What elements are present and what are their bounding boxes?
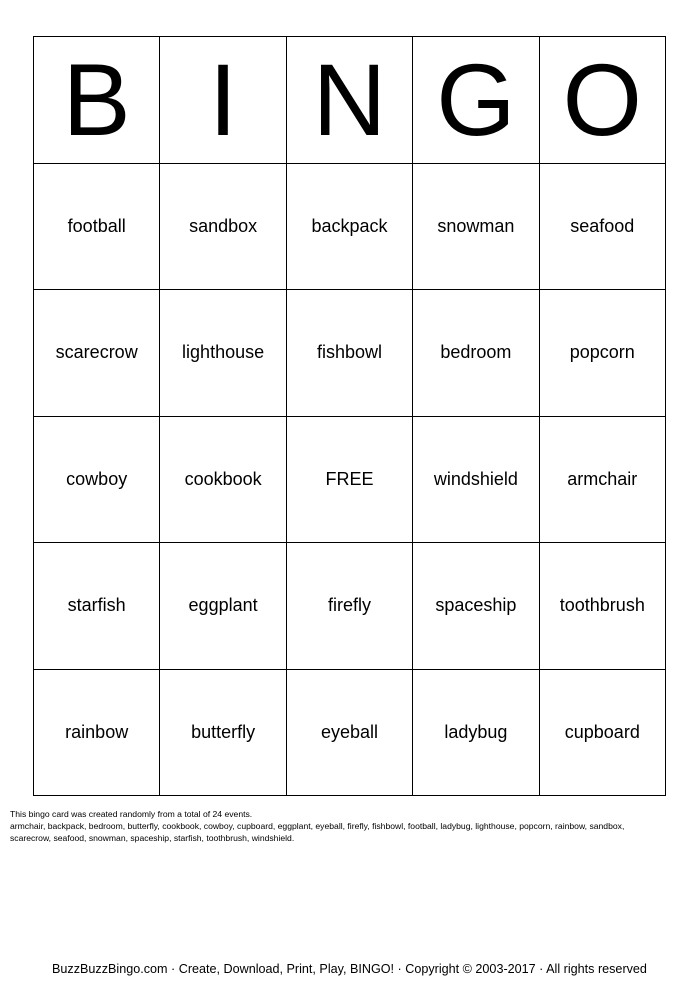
bingo-cell: cupboard	[540, 670, 666, 797]
bingo-cell: snowman	[413, 164, 539, 291]
bingo-cell: seafood	[540, 164, 666, 291]
bingo-cell: windshield	[413, 417, 539, 544]
bingo-cell: backpack	[287, 164, 413, 291]
bingo-cell: firefly	[287, 543, 413, 670]
header-letter-o: O	[540, 37, 666, 164]
bingo-cell: sandbox	[160, 164, 286, 291]
bingo-cell: popcorn	[540, 290, 666, 417]
bingo-cell: fishbowl	[287, 290, 413, 417]
bingo-cell: butterfly	[160, 670, 286, 797]
bingo-cell: cowboy	[34, 417, 160, 544]
header-letter-i: I	[160, 37, 286, 164]
header-letter-g: G	[413, 37, 539, 164]
bingo-cell: bedroom	[413, 290, 539, 417]
card-info-event-list: armchair, backpack, bedroom, butterfly, cookbook, cowboy, cupboard, eggplant, eyeball, firefly, fishbowl, football, ladybug, lighthouse, popcorn, rainbow, sandbox,	[10, 821, 625, 831]
bingo-cell: starfish	[34, 543, 160, 670]
bingo-cell: football	[34, 164, 160, 291]
bingo-card	[33, 36, 666, 796]
page-footer: BuzzBuzzBingo.com · Create, Download, Print, Play, BINGO! · Copyright © 2003-2017 · All rights reserved	[52, 962, 647, 976]
free-space-cell: FREE	[287, 417, 413, 544]
header-letter-b: B	[34, 37, 160, 164]
bingo-cell: cookbook	[160, 417, 286, 544]
bingo-cell: lighthouse	[160, 290, 286, 417]
card-info-summary: This bingo card was created randomly from a total of 24 events.	[10, 809, 253, 819]
bingo-cell: eyeball	[287, 670, 413, 797]
card-info	[10, 808, 690, 844]
bingo-cell: ladybug	[413, 670, 539, 797]
bingo-cell: eggplant	[160, 543, 286, 670]
bingo-cell: armchair	[540, 417, 666, 544]
card-info-event-list-continued: scarecrow, seafood, snowman, spaceship, starfish, toothbrush, windshield.	[10, 833, 295, 843]
bingo-cell: spaceship	[413, 543, 539, 670]
bingo-cell: rainbow	[34, 670, 160, 797]
bingo-cell: toothbrush	[540, 543, 666, 670]
header-letter-n: N	[287, 37, 413, 164]
bingo-cell: scarecrow	[34, 290, 160, 417]
